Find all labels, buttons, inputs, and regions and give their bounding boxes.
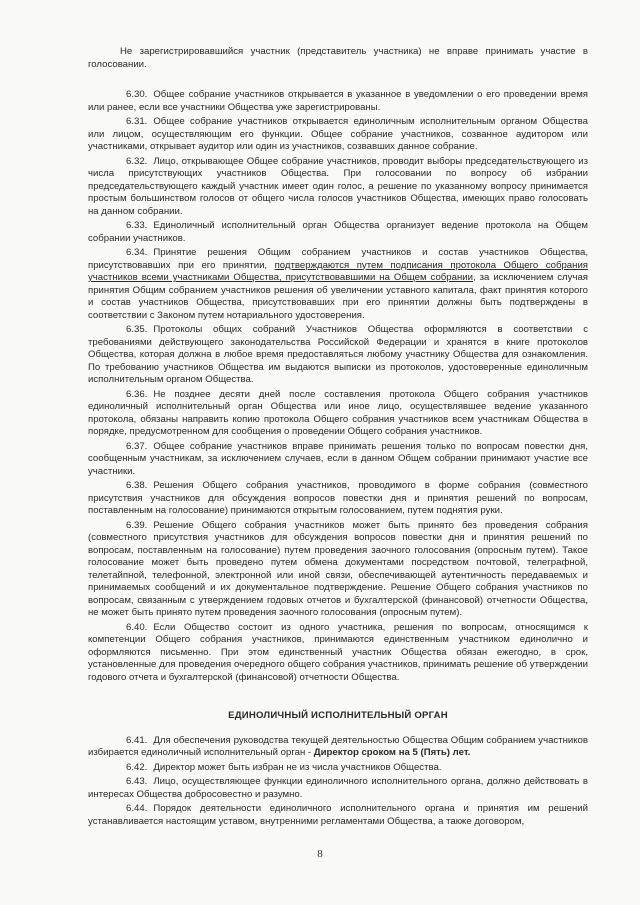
clause-number: 6.41. bbox=[126, 734, 148, 746]
paragraph-6-41 bbox=[88, 735, 588, 760]
clause-number: 6.33. bbox=[126, 220, 148, 231]
paragraph-6-37 bbox=[88, 441, 588, 479]
paragraph-6-44 bbox=[88, 803, 588, 828]
clause-text: Единоличный исполнительный орган Общества организует ведение протокола на Общем собрании участников. bbox=[88, 220, 588, 244]
paragraph-6-30 bbox=[88, 89, 588, 114]
clause-text: Директор может быть избран не из числа участников Общества. bbox=[153, 761, 442, 773]
clause-text: Общее собрание участников открывается в указанное в уведомлении о его проведении время или ранее, если все участники Общества уже зарегистрированы. bbox=[88, 89, 588, 113]
clause-text: Лицо, открывающее Общее собрание участников, проводит выборы председательствующего из числа присутствующих участников Общества. При голосовании по вопросу об избрании председательствующего каждый участник имеет один голос, а решение по указанному вопросу принимается простым большинством голосов от общего числа голосов участников Общества, имеющих право голосовать на данном собрании. bbox=[88, 155, 588, 217]
clause-number: 6.42. bbox=[126, 761, 148, 773]
paragraph-intro: Не зарегистрировавшийся участник (представитель участника) не вправе принимать участие в голосовании. bbox=[88, 46, 588, 70]
paragraph-6-35 bbox=[88, 324, 588, 387]
clause-underlined-text: подтверждаются путем подписания протокола Общего собрания участников всеми участниками Общества, присутствовавшими на Общем собрании bbox=[88, 259, 588, 283]
clause-text: Общее собрание участников вправе принимать решения только по вопросам повестки дня, сообщенным участникам, за исключением случаев, если в данном Общем собрании принимают участие все участники. bbox=[88, 440, 588, 477]
page-number: 8 bbox=[317, 848, 323, 860]
clause-text: Общее собрание участников открывается единоличным исполнительным органом Общества или лицом, осуществляющим его функции. Общее собрание участников, созванное аудитором или участниками, открывает аудитор или один из участников, созвавших данное собрание. bbox=[88, 116, 588, 152]
clause-number: 6.37. bbox=[126, 440, 148, 452]
paragraph-6-40 bbox=[88, 622, 588, 685]
clause-number: 6.36. bbox=[126, 388, 148, 400]
clause-number: 6.39. bbox=[126, 519, 148, 531]
clause-bold-text: Директор сроком на 5 (Пять) лет. bbox=[313, 747, 471, 758]
paragraph-6-38 bbox=[88, 480, 588, 518]
clause-text: Для обеспечения руководства текущей деятельностью Общества Общим собранием участников избирается единоличный исполнительный орган - bbox=[88, 734, 588, 758]
clause-text: Принятие решения Общим собранием участников и состав участников Общества, присутствовавших при его принятии, bbox=[88, 247, 588, 271]
clause-text: Порядок деятельности единоличного исполнительного органа и принятия им решений устанавливается настоящим уставом, внутренними регламентами Общества, а также договором, bbox=[88, 803, 588, 827]
document-body bbox=[88, 46, 588, 830]
clause-text: Лицо, осуществляющее функции единоличного исполнительного органа, должно действовать в интересах Общества добросовестно и разумно. bbox=[88, 776, 588, 800]
section-heading: ЕДИНОЛИЧНЫЙ ИСПОЛНИТЕЛЬНЫЙ ОРГАН bbox=[228, 710, 448, 721]
paragraph-6-33 bbox=[88, 220, 588, 245]
paragraph-6-32 bbox=[88, 156, 588, 219]
clause-text: Если Общество состоит из одного участника, решения по вопросам, относящимся к компетенции Общего собрания участников, принимаются единственным участником единолично и оформляются письменно. При этом единственный участник Общества обязан ежегодно, в срок, установленные для проведения очередного общего собрания участников, принимать решение об утверждении годового отчета и бухгалтерской (финансовой) отчетности Общества. bbox=[88, 621, 588, 683]
clause-text: Решение Общего собрания участников может быть принято без проведения собрания (совместного присутствия участников для обсуждения вопросов повестки дня и принятия решений по вопросам, поставленным на голосование) путем проведения заочного голосования (опросным путем). Такое голосование может быть проведено путем обмена документами посредством почтовой, телеграфной, телетайпной, телефонной, электронной или иной связи, обеспечивающей аутентичность передаваемых и принимаемых сообщений и их документальное подтверждение. Решение Общего собрания участников по вопросам, связанным с утверждением годовых отчетов и бухгалтерской (финансовой) отчетности Общества, не может быть принято путем проведения заочного голосования (опросным путем). bbox=[88, 519, 588, 618]
paragraph-6-39 bbox=[88, 520, 588, 620]
clause-number: 6.44. bbox=[126, 803, 148, 814]
paragraph-6-42 bbox=[88, 762, 588, 775]
clause-number: 6.35. bbox=[126, 324, 148, 335]
paragraph-6-36 bbox=[88, 389, 588, 439]
clause-number: 6.34. bbox=[126, 247, 148, 258]
paragraph-6-31 bbox=[88, 116, 588, 154]
clause-number: 6.32. bbox=[126, 155, 148, 167]
clause-text: Протоколы общих собраний Участников Общества оформляются в соответствии с требованиями действующего законодательства Российской Федерации и хранятся в книге протоколов Общества, которая должна в любое время предоставляться любому участнику Общества для ознакомления. По требованию участников Общества им выдаются выписки из протоколов, удостоверенные единоличным исполнительным органом Общества. bbox=[88, 324, 588, 385]
clause-text: Не позднее десяти дней после составления протокола Общего собрания участников единоличный исполнительный орган Общества или иное лицо, осуществлявшее ведение указанного протокола, обязаны направить копию протокола Общего собрания участников всем участникам Общества в порядке, предусмотренном для сообщения о проведении Общего собрания участников. bbox=[88, 388, 588, 437]
clause-number: 6.40. bbox=[126, 621, 148, 633]
clause-number: 6.43. bbox=[126, 776, 148, 787]
paragraph-6-34 bbox=[88, 247, 588, 322]
clause-text: Решения Общего собрания участников, проводимого в форме собрания (совместного присутствия участников для обсуждения вопросов повестки дня и принятия решений по вопросам, поставленным на голосование) принимаются открытым голосованием, путем поднятия руки. bbox=[88, 480, 588, 516]
clause-number: 6.30. bbox=[126, 89, 148, 100]
clause-text-cont: , за исключением случая принятия Общим собранием участников решения об увеличении уставного капитала, факт принятия которого и состав участников Общества, присутствовавших при его принятии должны быть подтверждены в соответствии с Законом путем нотариального удостоверения. bbox=[88, 272, 588, 321]
clause-number: 6.31. bbox=[126, 116, 148, 127]
clause-number: 6.38. bbox=[126, 480, 148, 491]
paragraph-6-43 bbox=[88, 776, 588, 801]
